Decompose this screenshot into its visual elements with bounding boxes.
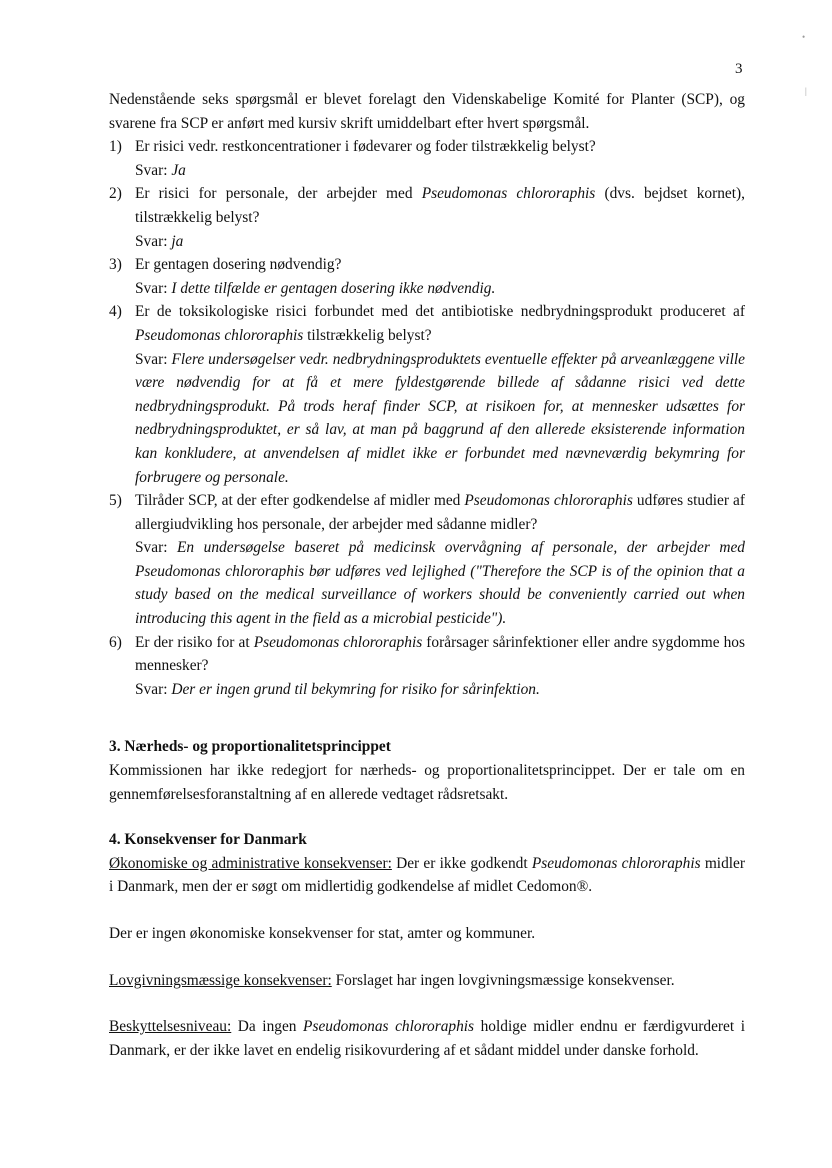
answer-label: Svar: [135, 279, 172, 297]
question-list [109, 135, 745, 701]
answer-text: Der er ingen grund til bekymring for risiko for sårinfektion. [171, 680, 540, 698]
document-body [109, 88, 745, 1062]
question-item [109, 489, 745, 631]
question-segment: Er de toksikologiske risici forbundet med det antibiotiske nedbrydningsprodukt produceret af [135, 303, 745, 321]
law-label: Lovgivningsmæssige konsekvenser: [109, 971, 332, 989]
answer-label: Svar: [135, 680, 172, 698]
question-segment: Er gentagen dosering nødvendig? [135, 256, 342, 274]
question-text [135, 182, 745, 229]
law-text: Forslaget har ingen lovgivningsmæssige konsekvenser. [331, 971, 675, 989]
question-number: 5) [109, 492, 122, 510]
scan-speck: • [802, 32, 806, 42]
question-segment: (dvs. bejdset kornet), tilstrækkelig belyst? [135, 185, 745, 226]
question-segment: Er der risiko for at [135, 633, 254, 651]
answer-text: ja [171, 232, 184, 250]
answer-text: Flere undersøgelser vedr. nedbrydningsproduktets eventuelle effekter på arveanlæggene ville være nødvendig for at få et mere fyldestgørende billede af sådanne risici ved dette nedbrydningsprodukt. På trods heraf finder SCP, at risikoen for, at mennesker udsættes for nedbrydningsproduktet, er så lav, at man på baggrund af den allerede eksisterende information kan konkludere, at anvendelsen af midlet ikke er forbundet med nævneværdig bekymring for forbrugere og personale. [135, 350, 746, 486]
answer-label: Svar: [135, 161, 172, 179]
question-number: 1) [109, 138, 122, 156]
question-segment: Er risici for personale, der arbejder med [135, 185, 422, 203]
section-subsidiarity [109, 735, 745, 806]
question-item [109, 300, 745, 489]
section-consequences [109, 828, 745, 1062]
answer-text: I dette tilfælde er gentagen dosering ikke nødvendig. [171, 279, 496, 297]
question-text [135, 135, 745, 159]
question-item [109, 253, 745, 300]
section-heading: 4. Konsekvenser for Danmark [109, 831, 307, 849]
answer [135, 536, 745, 630]
question-item [109, 631, 745, 702]
econ-text: midler i Danmark, men der er søgt om midlertidig godkendelse af midlet Cedomon®. [109, 854, 746, 896]
question-text [135, 253, 745, 277]
page-number: 3 [735, 61, 743, 77]
answer [135, 277, 745, 301]
answer-label: Svar: [135, 539, 178, 557]
answer-text: En undersøgelse baseret på medicinsk overvågning af personale, der arbejder med Pseudomonas chlororaphis bør udføres ved lejlighed ("Therefore the SCP is of the opinion that a study based on the medical surveillance of workers should be conveniently carried out when introducing this agent in the field as a microbial pesticide"). [135, 539, 745, 628]
econ-text: Der er ikke godkendt [391, 854, 532, 872]
question-item [109, 135, 745, 182]
question-item [109, 182, 745, 253]
econ-label: Økonomiske og administrative konsekvenser: [109, 854, 392, 872]
question-number: 4) [109, 303, 122, 321]
species-name: Pseudomonas chlororaphis [135, 326, 304, 344]
intro-paragraph: Nedenstående seks spørgsmål er blevet forelagt den Videnskabelige Komité for Planter (SCP), og svarene fra SCP er anført med kursiv skrift umiddelbart efter hvert spørgsmål. [109, 91, 745, 132]
question-segment: udføres studier af allergiudvikling hos personale, der arbejder med sådanne midler? [135, 492, 746, 533]
question-text [135, 631, 745, 678]
answer [135, 678, 745, 702]
species-name: Pseudomonas chlororaphis [253, 633, 423, 651]
econ-paragraph [109, 852, 745, 899]
question-text [135, 300, 745, 347]
protection-text: holdige midler endnu er færdigvurderet i Danmark, er der ikke lavet en endelig risikovurdering af et sådant middel under danske forhold. [109, 1018, 745, 1059]
scan-speck: | [805, 86, 807, 96]
question-number: 3) [109, 256, 122, 274]
protection-paragraph [109, 1015, 745, 1062]
answer-label: Svar: [135, 232, 172, 250]
question-number: 6) [109, 633, 122, 651]
section-text: Kommissionen har ikke redegjort for nærheds- og proportionalitetsprincippet. Der er tale om en gennemførelsesforanstaltning af en allerede vedtaget rådsretsakt. [109, 762, 745, 803]
question-number: 2) [109, 185, 122, 203]
question-segment: forårsager sårinfektioner eller andre sygdomme hos mennesker? [135, 633, 745, 675]
question-segment: Tilråder SCP, at der efter godkendelse af midler med [135, 492, 465, 510]
answer [135, 159, 745, 183]
species-name: Pseudomonas chlororaphis [464, 492, 633, 510]
section-heading: 3. Nærheds- og proportionalitetsprincippet [109, 738, 391, 756]
species-name: Pseudomonas chlororaphis [421, 185, 596, 203]
answer [135, 348, 745, 490]
law-paragraph [109, 969, 745, 993]
answer-text: Ja [171, 161, 186, 179]
question-segment: Er risici vedr. restkoncentrationer i fødevarer og foder tilstrækkelig belyst? [135, 138, 596, 156]
answer-label: Svar: [135, 350, 172, 368]
species-name: Pseudomonas chlororaphis [303, 1018, 475, 1036]
question-segment: tilstrækkelig belyst? [303, 326, 432, 344]
protection-label: Beskyttelsesniveau: [109, 1018, 232, 1036]
question-text [135, 489, 745, 536]
species-name: Pseudomonas chlororaphis [531, 854, 701, 872]
protection-text: Da ingen [231, 1018, 304, 1036]
econ-paragraph-2: Der er ingen økonomiske konsekvenser for stat, amter og kommuner. [109, 925, 536, 942]
answer [135, 230, 745, 254]
